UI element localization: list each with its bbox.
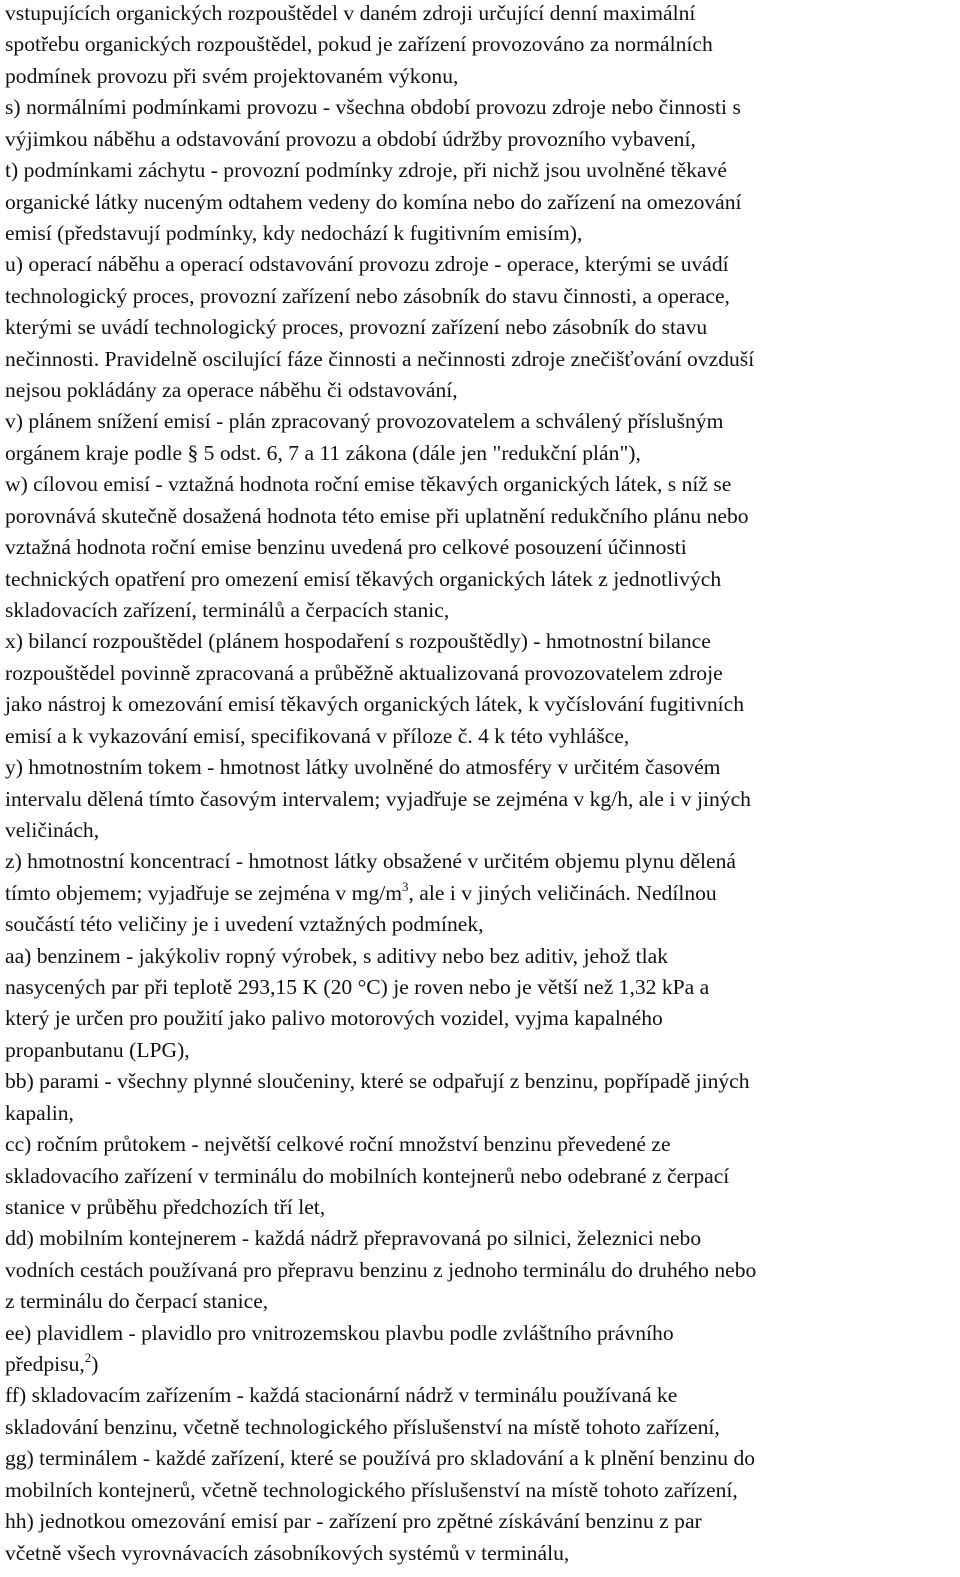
text-line: technických opatření pro omezení emisí těkavých organických látek z jednotlivých xyxy=(5,566,722,591)
text-line: nejsou pokládány za operace náběhu či odstavování, xyxy=(5,378,458,403)
text-line xyxy=(5,878,717,909)
text-line: vstupujících organických rozpouštědel v daném zdroji určující denní maximální xyxy=(5,1,696,25)
text-line: technologický proces, provozní zařízení nebo zásobník do stavu činnosti, a operace, xyxy=(5,283,730,308)
text-line: který je určen pro použití jako palivo motorových vozidel, vyjma kapalného xyxy=(5,1006,663,1031)
text-line xyxy=(5,1349,98,1380)
text-line: kterými se uvádí technologický proces, provozní zařízení nebo zásobník do stavu xyxy=(5,315,708,340)
text-line: skladování benzinu, včetně technologického příslušenství na místě tohoto zařízení, xyxy=(5,1414,720,1439)
text-segment: předpisu, xyxy=(5,1352,85,1377)
text-line: dd) mobilním kontejnerem - každá nádrž přepravovaná po silnici, železnici nebo xyxy=(5,1226,702,1251)
text-segment: tímto objemem; vyjadřuje se zejména v mg/m xyxy=(5,880,402,905)
text-segment: , ale i v jiných veličinách. Nedílnou xyxy=(408,880,717,905)
text-line: kapalin, xyxy=(5,1100,74,1125)
text-line: t) podmínkami záchytu - provozní podmínky zdroje, při nichž jsou uvolněné těkavé xyxy=(5,158,727,183)
text-line: rozpouštědel povinně zpracovaná a průběžně aktualizovaná provozovatelem zdroje xyxy=(5,660,723,685)
text-line: gg) terminálem - každé zařízení, které se používá pro skladování a k plnění benzinu do xyxy=(5,1446,756,1471)
text-line: vztažná hodnota roční emise benzinu uvedená pro celkové posouzení účinnosti xyxy=(5,535,687,560)
text-line: cc) ročním průtokem - největší celkové roční množství benzinu převedené ze xyxy=(5,1132,671,1157)
text-line: aa) benzinem - jakýkoliv ropný výrobek, s aditivy nebo bez aditiv, jehož tlak xyxy=(5,943,669,968)
text-line: u) operací náběhu a operací odstavování provozu zdroje - operace, kterými se uvádí xyxy=(5,252,729,277)
text-line: součástí této veličiny je i uvedení vztažných podmínek, xyxy=(5,912,484,937)
text-line: mobilních kontejnerů, včetně technologického příslušenství na místě tohoto zařízení, xyxy=(5,1477,738,1502)
text-line: nasycených par při teplotě 293,15 K (20 °C) je roven nebo je větší než 1,32 kPa a xyxy=(5,975,710,1000)
text-line: veličinách, xyxy=(5,817,100,842)
text-line: z) hmotnostní koncentrací - hmotnost látky obsažené v určitém objemu plynu dělená xyxy=(5,849,736,874)
text-line: w) cílovou emisí - vztažná hodnota roční emise těkavých organických látek, s níž se xyxy=(5,472,732,497)
text-line: skladovacích zařízení, terminálů a čerpacích stanic, xyxy=(5,597,450,622)
text-line: propanbutanu (LPG), xyxy=(5,1037,190,1062)
text-line: bb) parami - všechny plynné sloučeniny, které se odpařují z benzinu, popřípadě jiných xyxy=(5,1069,750,1094)
text-line: intervalu dělená tímto časovým intervalem; vyjadřuje se zejména v kg/h, ale i v jiných xyxy=(5,786,751,811)
text-segment: ) xyxy=(91,1352,99,1377)
superscript: 2 xyxy=(84,1350,92,1366)
superscript: 3 xyxy=(402,878,409,894)
text-line: podmínek provozu při svém projektovaném výkonu, xyxy=(5,63,459,88)
text-line: nečinnosti. Pravidelně oscilující fáze činnosti a nečinnosti zdroje znečišťování ovzduší xyxy=(5,346,755,371)
text-line: emisí a k vykazování emisí, specifikovaná v příloze č. 4 k této vyhlášce, xyxy=(5,723,630,748)
text-line: spotřebu organických rozpouštědel, pokud je zařízení provozováno za normálních xyxy=(5,32,713,57)
text-line: x) bilancí rozpouštědel (plánem hospodaření s rozpouštědly) - hmotnostní bilance xyxy=(5,629,711,654)
text-line: výjimkou náběhu a odstavování provozu a období údržby provozního vybavení, xyxy=(5,126,696,151)
text-line: ee) plavidlem - plavidlo pro vnitrozemskou plavbu podle zvláštního právního xyxy=(5,1320,674,1345)
text-line: jako nástroj k omezování emisí těkavých organických látek, k vyčíslování fugitivních xyxy=(5,692,744,717)
text-line: organické látky nuceným odtahem vedeny do komína nebo do zařízení na omezování xyxy=(5,189,742,214)
text-line: porovnává skutečně dosažená hodnota této emise při uplatnění redukčního plánu nebo xyxy=(5,503,749,528)
text-line: skladovacího zařízení v terminálu do mobilních kontejnerů nebo odebrané z čerpací xyxy=(5,1163,730,1188)
text-line: vodních cestách používaná pro přepravu benzinu z jednoho terminálu do druhého nebo xyxy=(5,1257,757,1282)
text-line: z terminálu do čerpací stanice, xyxy=(5,1289,269,1314)
text-line: y) hmotnostním tokem - hmotnost látky uvolněné do atmosféry v určitém časovém xyxy=(5,755,721,780)
text-line: emisí (představují podmínky, kdy nedochází k fugitivním emisím), xyxy=(5,220,583,245)
text-line: včetně všech vyrovnávacích zásobníkových systémů v terminálu, xyxy=(5,1540,570,1565)
text-line: orgánem kraje podle § 5 odst. 6, 7 a 11 zákona (dále jen "redukční plán"), xyxy=(5,440,641,465)
text-line: v) plánem snížení emisí - plán zpracovaný provozovatelem a schválený příslušným xyxy=(5,409,724,434)
text-line: hh) jednotkou omezování emisí par - zařízení pro zpětné získávání benzinu z par xyxy=(5,1509,702,1534)
text-line: s) normálními podmínkami provozu - všechna období provozu zdroje nebo činnosti s xyxy=(5,95,741,120)
text-line: ff) skladovacím zařízením - každá stacionární nádrž v terminálu používaná ke xyxy=(5,1383,678,1408)
text-line: stanice v průběhu předchozích tří let, xyxy=(5,1194,326,1219)
